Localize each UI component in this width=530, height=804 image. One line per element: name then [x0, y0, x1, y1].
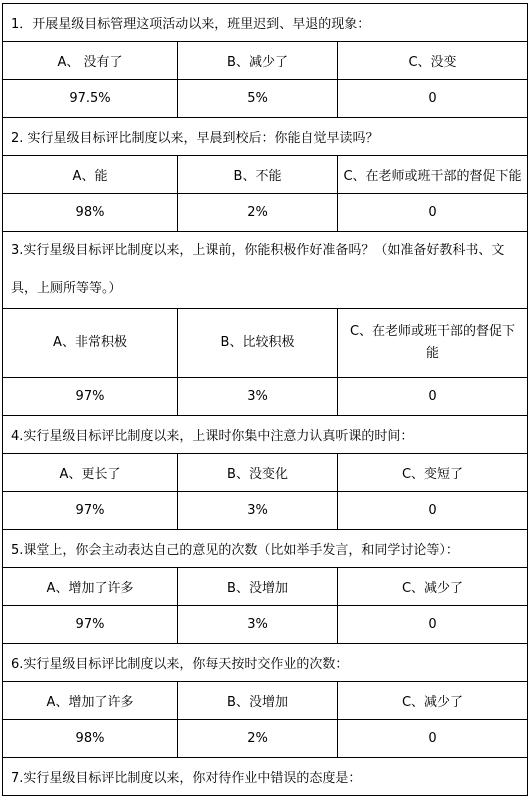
option-b: B、减少了	[178, 42, 338, 80]
options-row-4	[3, 454, 528, 492]
value-b: 3%	[178, 606, 338, 644]
value-a: 97.5%	[3, 80, 178, 118]
option-c: C、在老师或班干部的督促下能	[338, 309, 528, 378]
value-c: 0	[338, 80, 528, 118]
value-c: 0	[338, 606, 528, 644]
option-b: B、没增加	[178, 682, 338, 720]
option-b: B、比较积极	[178, 309, 338, 378]
question-text: 2. 实行星级目标评比制度以来，早晨到校后：你能自觉早读吗？	[3, 118, 528, 156]
option-a: A、更长了	[3, 454, 178, 492]
value-c: 0	[338, 378, 528, 416]
option-c: C、减少了	[338, 568, 528, 606]
options-row-6	[3, 682, 528, 720]
values-row-2	[3, 194, 528, 232]
values-row-1	[3, 80, 528, 118]
value-b: 2%	[178, 720, 338, 758]
option-a: A、 没有了	[3, 42, 178, 80]
question-text: 5.课堂上，你会主动表达自己的意见的次数（比如举手发言，和同学讨论等）：	[3, 530, 528, 568]
value-a: 98%	[3, 194, 178, 232]
value-b: 2%	[178, 194, 338, 232]
value-b: 3%	[178, 378, 338, 416]
question-text: 4.实行星级目标评比制度以来，上课时你集中注意力认真听课的时间：	[3, 416, 528, 454]
value-a: 97%	[3, 492, 178, 530]
option-c: C、在老师或班干部的督促下能	[338, 156, 528, 194]
question-text: 7.实行星级目标评比制度以来，你对待作业中错误的态度是：	[3, 758, 528, 796]
question-row-4	[3, 416, 528, 454]
option-b: B、没增加	[178, 568, 338, 606]
option-c: C、减少了	[338, 682, 528, 720]
options-row-2	[3, 156, 528, 194]
value-a: 97%	[3, 378, 178, 416]
values-row-5	[3, 606, 528, 644]
option-a: A、增加了许多	[3, 682, 178, 720]
option-b: B、不能	[178, 156, 338, 194]
question-text: 6.实行星级目标评比制度以来，你每天按时交作业的次数：	[3, 644, 528, 682]
question-text: 3.实行星级目标评比制度以来，上课前，你能积极作好准备吗？（如准备好教科书、文具，上厕所等等。）	[3, 232, 528, 309]
value-b: 3%	[178, 492, 338, 530]
value-c: 0	[338, 194, 528, 232]
values-row-6	[3, 720, 528, 758]
options-row-1	[3, 42, 528, 80]
option-a: A、增加了许多	[3, 568, 178, 606]
question-row-5	[3, 530, 528, 568]
survey-table	[2, 3, 528, 796]
question-row-2	[3, 118, 528, 156]
question-row-1	[3, 4, 528, 42]
question-row-7	[3, 758, 528, 796]
option-c: C、没变	[338, 42, 528, 80]
values-row-3	[3, 378, 528, 416]
question-text: 1．开展星级目标管理这项活动以来，班里迟到、早退的现象：	[3, 4, 528, 42]
option-b: B、没变化	[178, 454, 338, 492]
question-row-6	[3, 644, 528, 682]
value-c: 0	[338, 720, 528, 758]
question-row-3	[3, 232, 528, 309]
option-c: C、变短了	[338, 454, 528, 492]
value-a: 98%	[3, 720, 178, 758]
value-b: 5%	[178, 80, 338, 118]
values-row-4	[3, 492, 528, 530]
value-a: 97%	[3, 606, 178, 644]
option-a: A、能	[3, 156, 178, 194]
option-a: A、非常积极	[3, 309, 178, 378]
value-c: 0	[338, 492, 528, 530]
options-row-3	[3, 309, 528, 378]
options-row-5	[3, 568, 528, 606]
